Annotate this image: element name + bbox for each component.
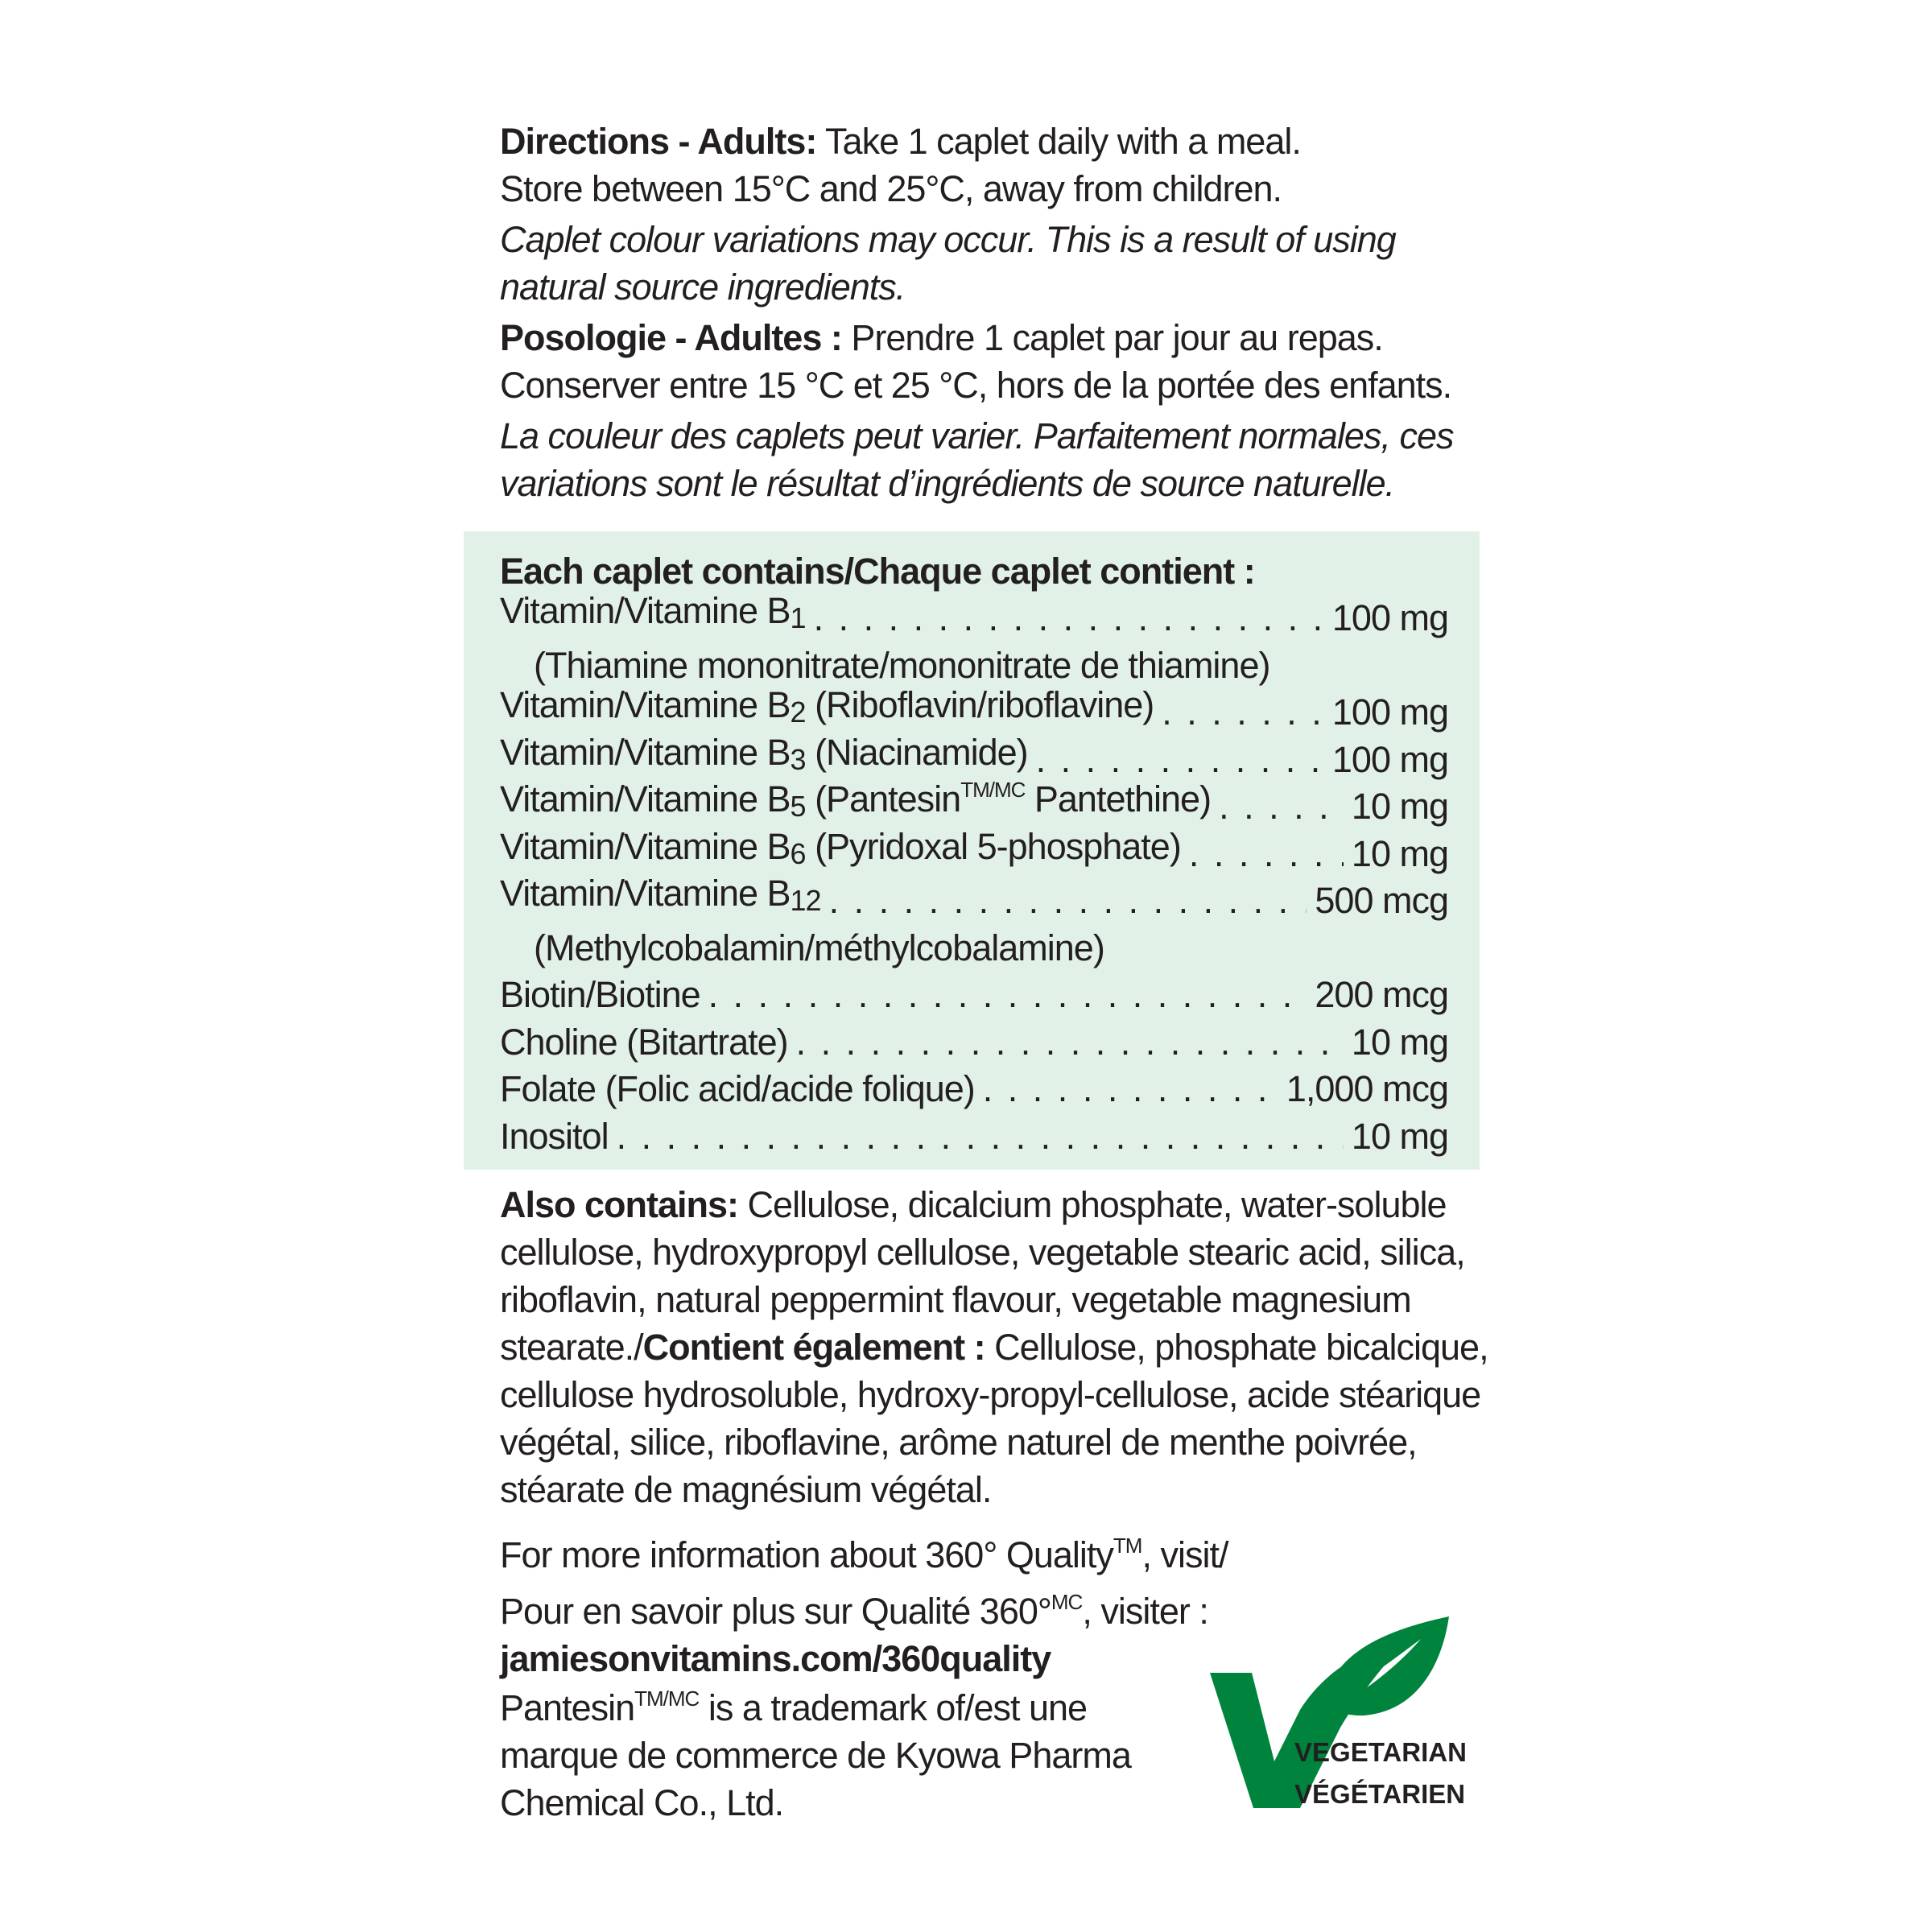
directions-en [500,118,1466,165]
ingredient-row-choline: Choline (Bitartrate) . . . 10 mg [500,1018,1448,1066]
ingredient-row-b1: Vitamin/Vitamine B1 . . . 100 mg [500,595,1448,642]
leader-dots [617,1113,1344,1160]
amount-b2: 100 mg [1331,691,1448,733]
leader-dots [1162,688,1324,736]
amount-inositol: 10 mg [1351,1115,1448,1157]
leader-dots [708,971,1307,1018]
amount-b5: 10 mg [1351,786,1448,827]
leader-dots [1189,830,1344,877]
amount-choline: 10 mg [1351,1021,1448,1063]
also-contains-text: Also contains: Cellulose, dicalcium phosphate, water-soluble cellulose, hydroxypropyl cellulose, vegetable stearic acid, silica, riboflavin, natural peppermint flavour, vegetable magnesium stearate./Contient également : Cellulose, phosphate bicalcique, cellulose hydrosoluble, hydroxy-propyl-cellulose, acide stéarique végétal, silice, riboflavine, arôme naturel de menthe poivrée, stéarate de magnésium végétal. [500,1184,1488,1510]
leader-dots [983,1065,1278,1113]
ingredient-row-b12: Vitamin/Vitamine B12 . . . 500 mcg [500,877,1448,925]
leader-dots [829,877,1307,924]
trademark-note: Pantesin$^{TM/MC}$ is a trademark of/est une marque de commerce de Kyowa Pharma Chemical Co., Ltd. [500,1686,1131,1823]
directions-section [500,118,1466,507]
amount-b6: 10 mg [1351,832,1448,874]
colour-note-fr: La couleur des caplets peut varier. Parfaitement normales, ces variations sont le résultat d’ingrédients de source naturelle. [500,415,1454,504]
ingredient-row-folate: Folate (Folic acid/acide folique) . . . 1,000 mcg [500,1066,1448,1113]
ingredient-detail-b12: (Methylcobalamin/méthylcobalamine) [534,927,1104,968]
amount-b12: 500 mcg [1315,880,1448,921]
ingredient-row-b2: Vitamin/Vitamine B2 (Riboflavin/riboflavine) . . . 100 mg [500,689,1448,737]
more-info-fr: Pour en savoir plus sur Qualité 360°$^{MC}$, visiter : [500,1590,1208,1632]
leader-dots [1219,782,1344,830]
colour-note-en: Caplet colour variations may occur. This is a result of using natural source ingredients. [500,219,1396,308]
directions-en-label: Directions - Adults: [500,121,817,162]
directions-fr-label: Posologie - Adultes : [500,317,842,358]
vegetarian-label-en: VEGETARIAN [1294,1737,1467,1767]
storage-fr: Conserver entre 15 °C et 25 °C, hors de la portée des enfants. [500,365,1452,406]
ingredient-row-b5: Vitamin/Vitamine B5 (Pantesin$^{TM/MC}$ Pantethine) . . . 10 mg [500,783,1448,831]
ingredients-header: Each caplet contains/Chaque caplet contient : [500,550,1255,592]
directions-en-text: Take 1 caplet daily with a meal. [816,121,1301,162]
vegetarian-label-fr: VÉGÉTARIEN [1294,1779,1466,1809]
ingredient-row-biotin: Biotin/Biotine . . . 200 mcg [500,972,1448,1019]
amount-biotin: 200 mcg [1315,974,1448,1015]
ingredients-panel [464,531,1480,1170]
amount-folate: 1,000 mcg [1286,1068,1448,1109]
amount-b3: 100 mg [1331,738,1448,780]
ingredient-row-b3: Vitamin/Vitamine B3 (Niacinamide) . . . 100 mg [500,736,1448,783]
website-link[interactable]: jamiesonvitamins.com/360quality [500,1638,1051,1679]
ingredient-row-inositol: Inositol . . . 10 mg [500,1113,1448,1160]
directions-fr-text: Prendre 1 caplet par jour au repas. [841,317,1383,358]
ingredient-row-b6: Vitamin/Vitamine B6 (Pyridoxal 5-phosphate) . . . 10 mg [500,830,1448,877]
leader-dots [796,1018,1344,1066]
more-info-en: For more information about 360° Quality™, visit/ [500,1534,1228,1575]
directions-fr [500,314,1466,361]
ingredient-detail-b1: (Thiamine mononitrate/mononitrate de thiamine) [534,644,1270,686]
storage-en: Store between 15°C and 25°C, away from children. [500,168,1282,209]
amount-b1: 100 mg [1331,597,1448,638]
leader-dots [814,594,1324,642]
also-contains-section [500,1181,1490,1513]
